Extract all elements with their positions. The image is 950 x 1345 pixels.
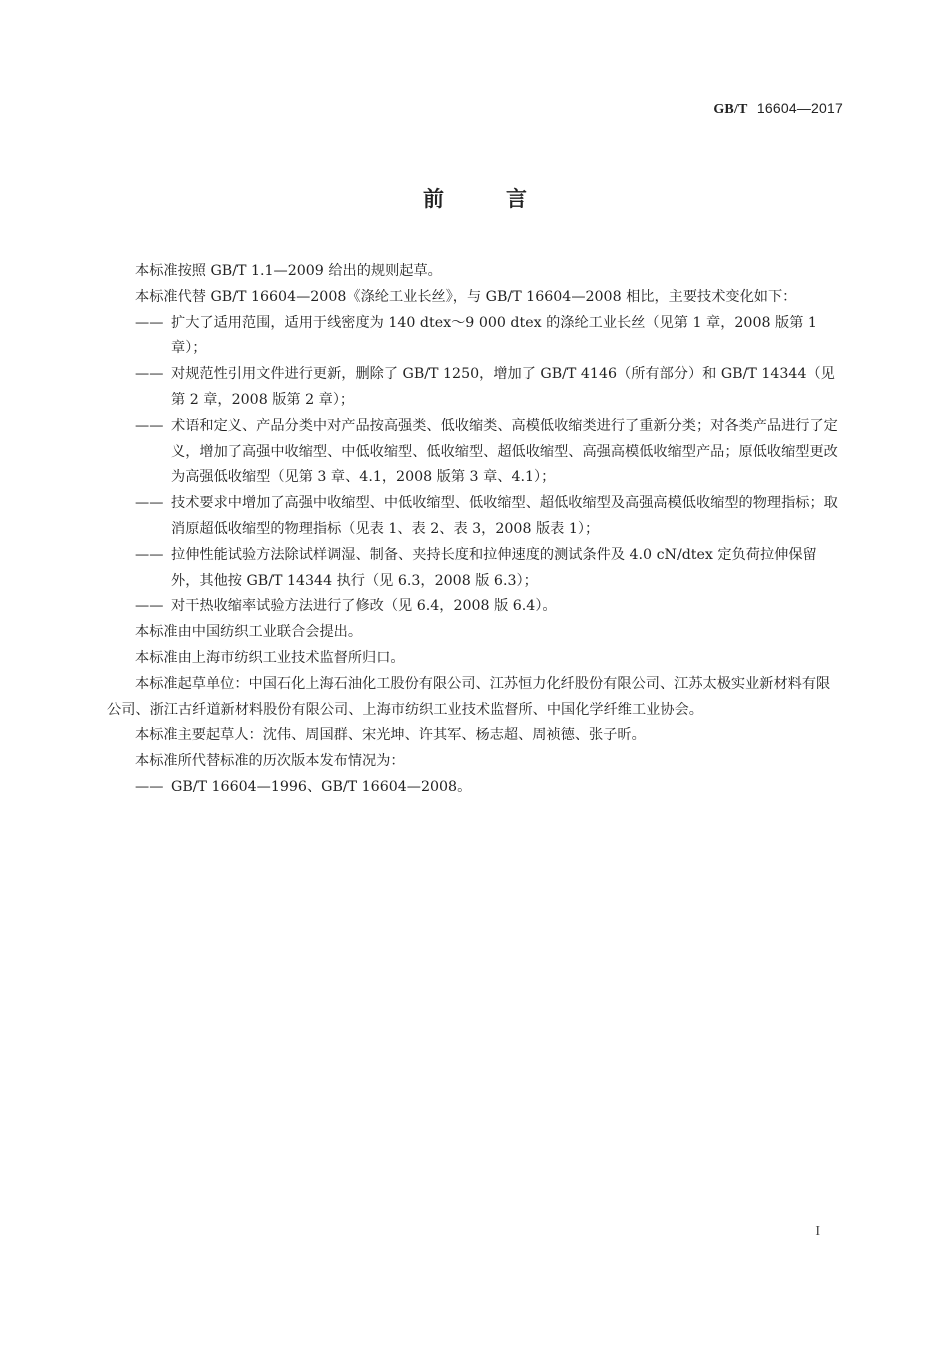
dash-marker: —— <box>135 495 164 512</box>
change-item: —— 扩大了适用范围，适用于线密度为 140 dtex～9 000 dtex 的涤纶工业长丝（见第 1 章，2008 版第 1 章）； <box>107 311 843 363</box>
dash-marker: —— <box>135 598 164 615</box>
dash-marker: —— <box>135 417 164 434</box>
standard-code <box>713 100 843 118</box>
history-item: —— GB/T 16604—1996、GB/T 16604—2008。 <box>107 775 843 801</box>
paragraph-drafters: 本标准主要起草人：沈伟、周国群、宋光坤、许其军、杨志超、周祯德、张子昕。 <box>135 727 646 744</box>
change-item: —— 术语和定义、产品分类中对产品按高强类、低收缩类、高模低收缩类进行了重新分类；对各类产品进行了定义，增加了高强中收缩型、中低收缩型、低收缩型、超低收缩型、高强高模低收缩型产品；原低收缩型更改为高强低收缩型（见第 3 章、4.1，2008 版第 3 章、4.1）； <box>107 414 843 491</box>
paragraph-drafting-units: 本标准起草单位：中国石化上海石油化工股份有限公司、江苏恒力化纤股份有限公司、江苏太极实业新材料有限公司、浙江古纤道新材料股份有限公司、上海市纺织工业技术监督所、中国化学纤维工业协会。 <box>107 675 831 718</box>
change-item: —— 拉伸性能试验方法除试样调湿、制备、夹持长度和拉伸速度的测试条件及 4.0 cN/dtex 定负荷拉伸保留外，其他按 GB/T 14344 执行（见 6.3，2008 版 6.3）； <box>107 543 843 595</box>
paragraph-history-intro: 本标准所代替标准的历次版本发布情况为： <box>135 753 405 770</box>
change-item: —— 对干热收缩率试验方法进行了修改（见 6.4，2008 版 6.4）。 <box>107 594 843 620</box>
dash-marker: —— <box>135 366 164 383</box>
change-item: —— 对规范性引用文件进行更新，删除了 GB/T 1250，增加了 GB/T 4146（所有部分）和 GB/T 14344（见第 2 章，2008 版第 2 章）； <box>107 362 843 414</box>
paragraph-proposed-by: 本标准由中国纺织工业联合会提出。 <box>135 624 363 641</box>
standard-number: 16604—2017 <box>756 100 843 116</box>
paragraph-replaces: 本标准代替 GB/T 16604—2008《涤纶工业长丝》，与 GB/T 16604—2008 相比，主要技术变化如下： <box>135 288 797 305</box>
page-number: I <box>815 1224 820 1239</box>
paragraph-drafting-rules: 本标准按照 GB/T 1.1—2009 给出的规则起草。 <box>135 263 442 279</box>
change-item: —— 技术要求中增加了高强中收缩型、中低收缩型、低收缩型、超低收缩型及高强高模低收缩型的物理指标；取消原超低收缩型的物理指标（见表 1、表 2、表 3，2008 版表 1）； <box>107 491 843 543</box>
standard-prefix: GB/T <box>713 102 748 117</box>
paragraph-managed-by: 本标准由上海市纺织工业技术监督所归口。 <box>135 649 405 666</box>
foreword-body <box>107 259 843 801</box>
dash-marker: —— <box>135 546 164 563</box>
dash-marker: —— <box>135 314 164 331</box>
page-title: 前言 <box>423 187 589 211</box>
dash-marker: —— <box>135 778 164 795</box>
